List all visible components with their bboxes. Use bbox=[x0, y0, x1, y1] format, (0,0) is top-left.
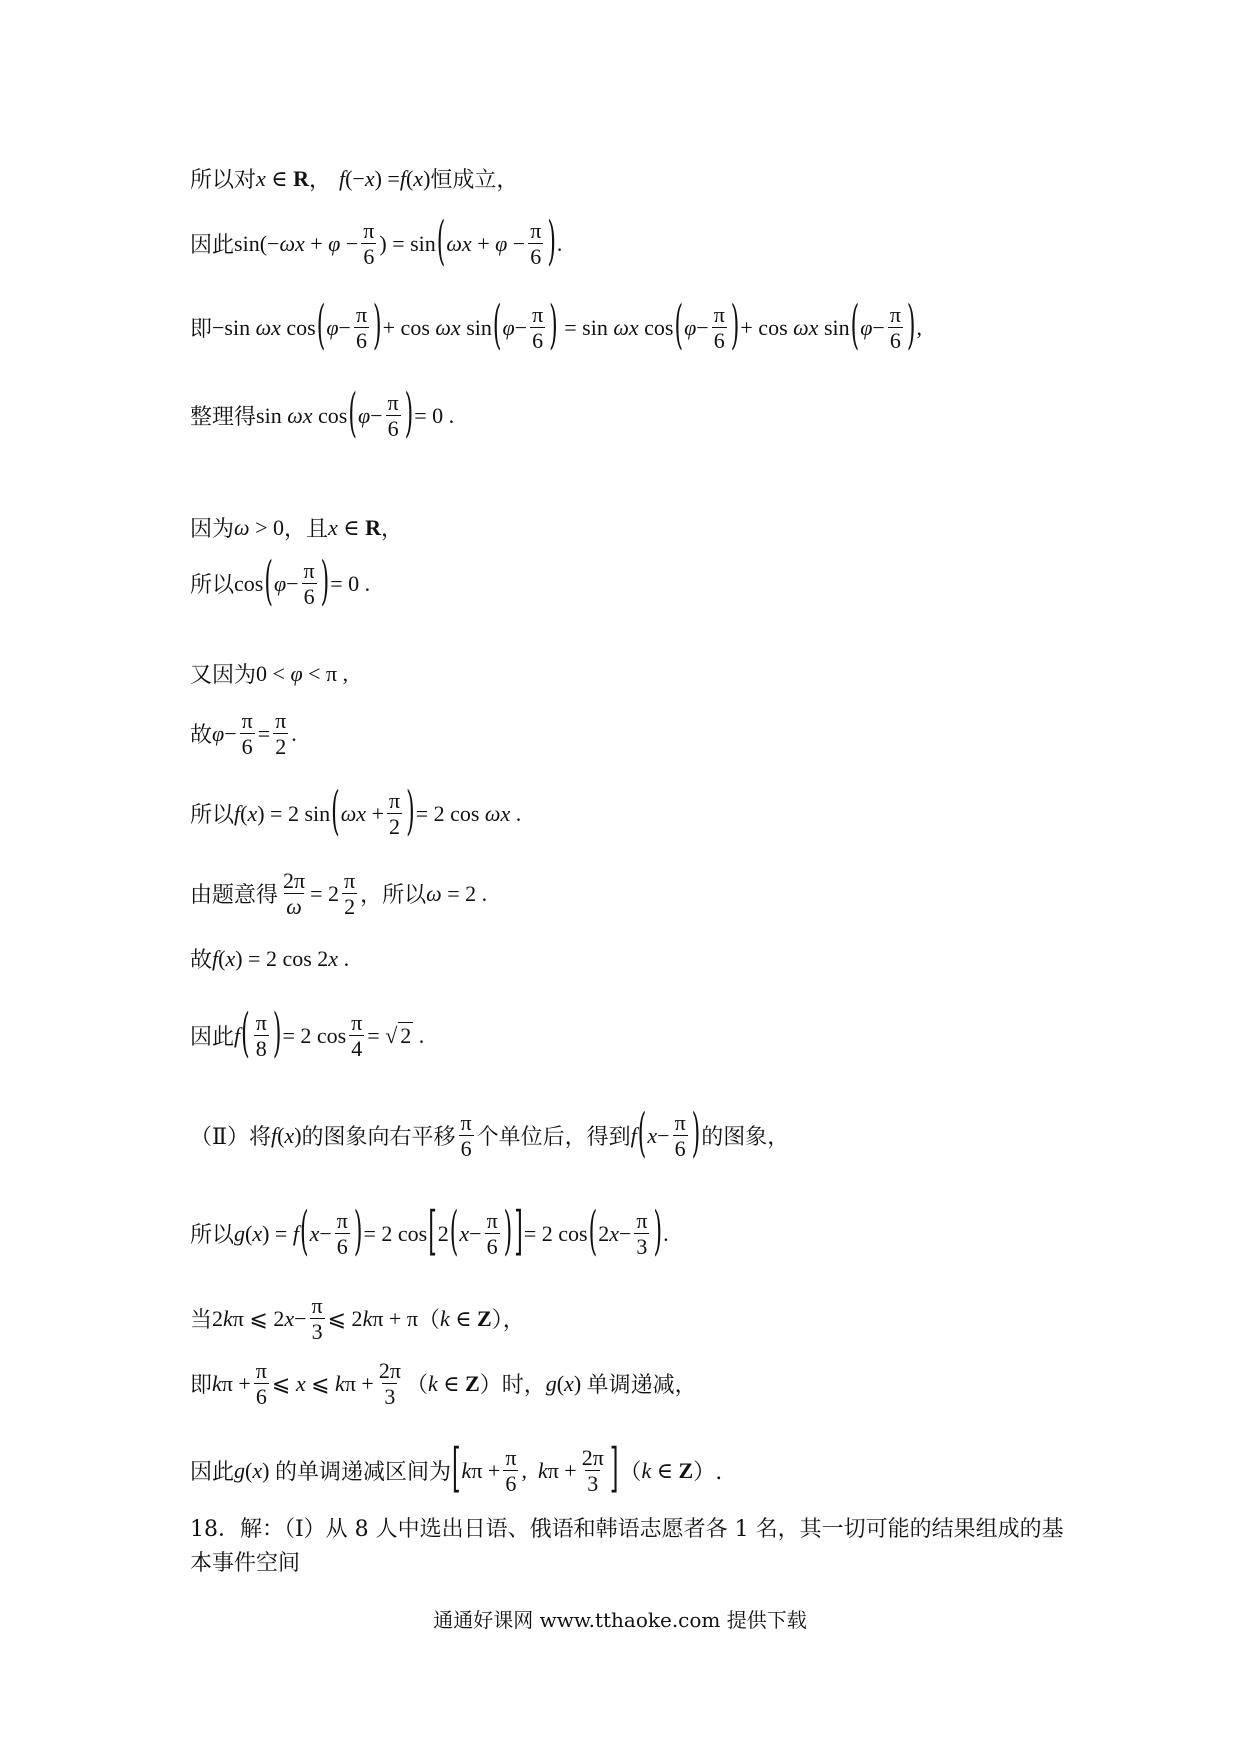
text-segment: 故 bbox=[190, 948, 213, 973]
text-segment: 由题意得 bbox=[190, 883, 279, 909]
solution-line-8: 故 φ − $\frac{\pi}{6}$ = $\frac{\pi}{2}$ . bbox=[190, 708, 297, 760]
text-segment: 18．解：（Ⅰ）从 8 人中选出日语、俄语和韩语志愿者各 1 名，其一切可能的结果组成的基 bbox=[190, 1517, 1064, 1542]
text-segment: 整理得 bbox=[190, 405, 257, 431]
text-segment: 单调递减， bbox=[586, 1373, 697, 1399]
text-segment: 因此 bbox=[190, 233, 235, 259]
solution-line-16: 即 k π + $\frac{\pi}{6}$ ⩽ x ⩽ k π + $\frac{2\pi}{3}$ （ k ∈ Z ）时， g ( x ) 单调递减， bbox=[190, 1358, 697, 1410]
text-segment: 所以 bbox=[190, 1223, 235, 1249]
text-segment: 所以对 bbox=[190, 168, 257, 193]
text-segment: 所以 bbox=[190, 803, 235, 829]
text-segment: 因此 bbox=[190, 1025, 235, 1051]
solution-line-12: 因此 f ( $\frac{\pi}{8}$ ) = 2 cos $\frac{\pi}{4}$ = √ 2 . bbox=[190, 1004, 425, 1065]
solution-line-10: 由题意得 $\frac{2\pi}{\omega}$ = 2 $\frac{\pi}{2}$ ，所以 ω = 2 . bbox=[190, 868, 488, 920]
solution-line-4: 整理得 sin ωx cos ( φ − $\frac{\pi}{6}$ ) = 0 . bbox=[190, 384, 455, 445]
text-segment: 因为 bbox=[190, 517, 235, 542]
solution-line-15: 当 2 k π ⩽ 2 x − $\frac{\pi}{3}$ ⩽ 2 k π + π （ k ∈ Z ）， bbox=[190, 1293, 525, 1345]
solution-line-5: 因为 ω > 0 ，且 x ∈ R ， bbox=[190, 512, 403, 543]
page-footer: 通通好课网 www.tthaoke.com 提供下载 bbox=[433, 1608, 807, 1632]
solution-line-1: 所以对 x ∈ R ， f (− x ) = f ( x ) 恒成立， bbox=[190, 163, 518, 194]
solution-line-17: 因此 g ( x ) 的单调递减区间为 [ k π + $\frac{\pi}{6}$ , k π + $\frac{2\pi}{3}$ ] （ k ∈ Z ）. bbox=[190, 1439, 723, 1500]
text-segment: 所以 bbox=[190, 573, 235, 599]
text-segment: （Ⅱ）将 bbox=[190, 1125, 271, 1151]
text-segment: 的图象， bbox=[701, 1125, 790, 1151]
text-segment: ）时， bbox=[479, 1373, 546, 1399]
formula: f bbox=[338, 165, 346, 191]
question-18-line-2 bbox=[190, 1546, 300, 1577]
text-segment: 当 bbox=[190, 1308, 213, 1334]
solution-line-9: 所以 f ( x ) = 2 sin ( ωx + $\frac{\pi}{2}$ ) = 2 cos ωx . bbox=[190, 782, 522, 843]
text-segment: 个单位后，得到 bbox=[476, 1125, 631, 1151]
text-segment: （ bbox=[417, 1308, 440, 1334]
text-segment: 即 bbox=[190, 1373, 213, 1399]
question-18-line-1 bbox=[190, 1512, 1064, 1543]
solution-line-13: （Ⅱ）将 f ( x ) 的图象向右平移 $\frac{\pi}{6}$ 个单位后，得到 f ( x − $\frac{\pi}{6}$ ) 的图象， bbox=[190, 1104, 790, 1165]
text-segment: （ bbox=[405, 1373, 428, 1399]
formula: x bbox=[256, 165, 266, 191]
text-segment: ，所以 bbox=[360, 883, 427, 909]
formula: sin(− bbox=[234, 230, 280, 256]
text-segment: 恒成立， bbox=[430, 168, 519, 193]
text-segment: 即 bbox=[190, 317, 213, 343]
text-segment: ）， bbox=[491, 1308, 525, 1334]
text-segment: 因此 bbox=[190, 1460, 235, 1486]
solution-line-11: 故 f ( x ) = 2 cos 2 x . bbox=[190, 943, 349, 974]
solution-line-3: 即 −sin ωx cos ( φ − $\frac{\pi}{6}$ ) + cos ωx sin ( φ − $\frac{\pi}{6}$ ) = sin ωx cos ( φ − $\frac{\pi}{6}$ ) + cos ωx sin ( φ − $\frac{\pi}{6}$ ) , bbox=[190, 296, 923, 357]
solution-line-14: 所以 g ( x ) = f ( x − $\frac{\pi}{6}$ ) = 2 cos [ 2 ( x − $\frac{\pi}{6}$ ) ] = 2 cos ( 2 x − $\frac{\pi}{3}$ ) . bbox=[190, 1202, 669, 1263]
solution-line-7: 又因为 0 < φ < π , bbox=[190, 658, 348, 689]
text-segment: 故 bbox=[190, 723, 213, 749]
text-segment: （ bbox=[619, 1460, 642, 1486]
solution-line-2: 因此 sin(− ωx + φ − $\frac{\pi}{6}$ ) = sin ( ωx + φ − $\frac{\pi}{6}$ ) . bbox=[190, 212, 563, 273]
text-segment: 本事件空间 bbox=[190, 1551, 301, 1576]
text-segment: ）. bbox=[693, 1460, 723, 1486]
text-segment: 的图象向右平移 bbox=[301, 1125, 456, 1151]
text-segment: 又因为 bbox=[190, 663, 257, 688]
text-segment: ，且 bbox=[283, 517, 328, 542]
solution-line-6: 所以 cos ( φ − $\frac{\pi}{6}$ ) = 0 . bbox=[190, 552, 371, 613]
text-segment: 的单调递减区间为 bbox=[274, 1460, 451, 1486]
